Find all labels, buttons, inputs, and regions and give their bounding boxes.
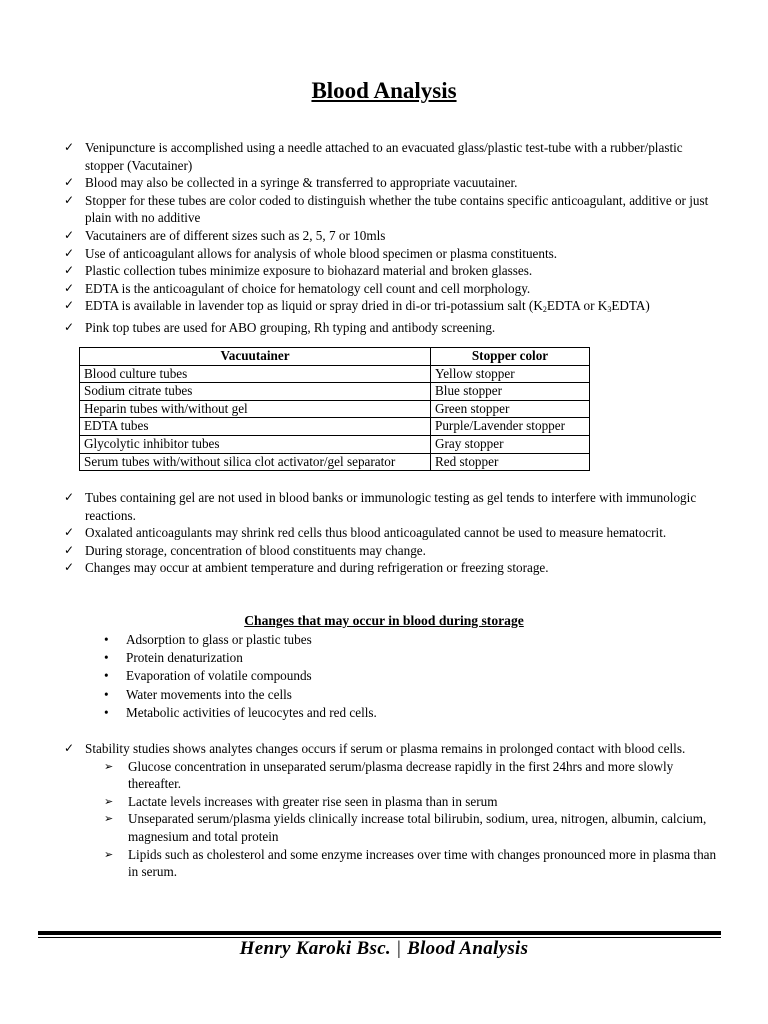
- list-item: [64, 740, 724, 881]
- list-item: [64, 542, 724, 560]
- stability-sublist: [104, 758, 724, 881]
- list-item-text: Water movements into the cells: [126, 686, 292, 702]
- table-cell: EDTA tubes: [80, 418, 431, 436]
- vacutainer-table: [79, 347, 590, 471]
- footer-separator: |: [396, 938, 402, 959]
- table-cell: Glycolytic inhibitor tubes: [80, 435, 431, 453]
- page-title: Blood Analysis: [311, 78, 457, 103]
- list-item-text: Stopper for these tubes are color coded to distinguish whether the tube contains specific anticoagulant, additive or just plain with no additive: [85, 192, 709, 226]
- arrow-icon: ➢: [104, 812, 114, 826]
- check-icon: ✓: [64, 140, 75, 154]
- list-item-text: Oxalated anticoagulants may shrink red cells thus blood anticoagulated cannot be used to measure hematocrit.: [85, 525, 667, 541]
- list-item-text: Pink top tubes are used for ABO grouping, Rh typing and antibody screening.: [85, 319, 496, 335]
- list-item: [64, 280, 724, 298]
- footer-rule-thick: [38, 931, 721, 935]
- check-icon: ✓: [64, 542, 75, 557]
- sublist-item: [104, 846, 724, 881]
- list-item-text: Stability studies shows analytes changes occurs if serum or plasma remains in prolonged contact with blood cells.: [85, 741, 686, 756]
- list-item: [104, 704, 377, 722]
- list-item-text: Metabolic activities of leucocytes and red cells.: [126, 704, 377, 720]
- table-cell: Serum tubes with/without silica clot activator/gel separator: [80, 453, 431, 471]
- list-item-text: EDTA is the anticoagulant of choice for hematology cell count and cell morphology.: [85, 280, 531, 296]
- stability-list: [64, 740, 724, 881]
- list-item: [64, 192, 724, 227]
- list-item-text: Plastic collection tubes minimize exposure to biohazard material and broken glasses.: [85, 263, 533, 279]
- list-item-text: Adsorption to glass or plastic tubes: [126, 632, 312, 647]
- after-table-list: [64, 489, 724, 577]
- bullet-icon: •: [104, 668, 109, 684]
- subscript-3: 3: [607, 305, 612, 315]
- arrow-icon: ➢: [104, 847, 114, 861]
- list-item: [64, 319, 724, 337]
- list-item: [64, 559, 724, 577]
- intro-list: [64, 139, 724, 337]
- sublist-item: [104, 793, 724, 811]
- check-icon: ✓: [64, 263, 75, 278]
- check-icon: ✓: [64, 245, 75, 260]
- check-icon: ✓: [64, 319, 75, 334]
- table-cell: Purple/Lavender stopper: [431, 418, 590, 436]
- table-cell: Yellow stopper: [431, 365, 590, 383]
- list-item: [104, 649, 377, 667]
- check-icon: ✓: [64, 741, 75, 755]
- list-item-text: Evaporation of volatile compounds: [126, 668, 312, 684]
- edta-suffix: EDTA): [611, 298, 650, 314]
- list-item: [104, 667, 377, 685]
- check-icon: ✓: [64, 280, 75, 295]
- storage-heading: Changes that may occur in blood during storage: [244, 613, 524, 628]
- list-item: [64, 174, 724, 192]
- table-header-row: [80, 348, 590, 366]
- list-item: [64, 245, 724, 263]
- page-footer: [0, 938, 768, 960]
- check-icon: ✓: [64, 192, 75, 207]
- sublist-item-text: Glucose concentration in unseparated serum/plasma decrease rapidly in the first 24hrs and more slowly thereafter.: [128, 758, 674, 792]
- list-item-text: Tubes containing gel are not used in blood banks or immunologic testing as gel tends to interfere with immunologic reactions.: [85, 490, 697, 523]
- list-item-text: Venipuncture is accomplished using a needle attached to an evacuated glass/plastic test-tube with a rubber/plastic stopper (Vacutainer): [85, 140, 683, 173]
- table-row: [80, 418, 590, 436]
- check-icon: ✓: [64, 298, 75, 313]
- list-item-text: Changes may occur at ambient temperature and during refrigeration or freezing storage.: [85, 560, 549, 576]
- edta-prefix: EDTA is available in lavender top as liquid or spray dried in di-or tri-potassium salt (K: [85, 298, 543, 314]
- footer-doc-title: Blood Analysis: [407, 938, 529, 959]
- list-item: [64, 139, 724, 174]
- list-item-text: Blood may also be collected in a syringe & transferred to appropriate vacuutainer.: [85, 175, 518, 191]
- edta-middle: EDTA or K: [546, 298, 608, 314]
- list-item-text: Protein denaturization: [126, 650, 243, 666]
- list-item-text: Use of anticoagulant allows for analysis of whole blood specimen or plasma constituents.: [85, 245, 558, 261]
- column-header-vacutainer: Vacuutainer: [80, 348, 431, 366]
- table-row: [80, 435, 590, 453]
- subscript-2: 2: [542, 305, 547, 315]
- table-cell: Gray stopper: [431, 435, 590, 453]
- check-icon: ✓: [64, 525, 75, 540]
- sublist-item-text: Unseparated serum/plasma yields clinically increase total bilirubin, sodium, urea, nitrogen, albumin, calcium, magnesium and total protein: [128, 811, 707, 844]
- table-cell: Red stopper: [431, 453, 590, 471]
- check-icon: ✓: [64, 227, 75, 242]
- list-item: [64, 297, 724, 319]
- list-item: [64, 489, 724, 524]
- table-row: [80, 383, 590, 401]
- table-row: [80, 453, 590, 471]
- check-icon: ✓: [64, 490, 75, 504]
- column-header-stopper-color: Stopper color: [431, 348, 590, 366]
- sublist-item-text: Lipids such as cholesterol and some enzyme increases over time with changes pronounced more in plasma than in serum.: [128, 846, 717, 880]
- list-item-text: Vacutainers are of different sizes such as 2, 5, 7 or 10mls: [85, 227, 386, 243]
- bullet-icon: •: [104, 632, 109, 647]
- table-cell: Sodium citrate tubes: [80, 383, 431, 401]
- list-item: [104, 686, 377, 704]
- table-cell: Blood culture tubes: [80, 365, 431, 383]
- list-item-text: During storage, concentration of blood constituents may change.: [85, 542, 426, 558]
- check-icon: ✓: [64, 560, 75, 575]
- list-item: [104, 631, 377, 649]
- table-cell: Blue stopper: [431, 383, 590, 401]
- sublist-item: [104, 810, 724, 845]
- footer-author: Henry Karoki Bsc.: [239, 938, 391, 959]
- arrow-icon: ➢: [104, 794, 114, 808]
- table-row: [80, 400, 590, 418]
- storage-list: [104, 631, 377, 722]
- bullet-icon: •: [104, 650, 109, 666]
- arrow-icon: ➢: [104, 759, 114, 773]
- check-icon: ✓: [64, 175, 75, 190]
- list-item: [64, 227, 724, 245]
- table-cell: Heparin tubes with/without gel: [80, 400, 431, 418]
- table-row: [80, 365, 590, 383]
- list-item: [64, 524, 724, 542]
- sublist-item-text: Lactate levels increases with greater rise seen in plasma than in serum: [128, 793, 498, 809]
- bullet-icon: •: [104, 686, 109, 702]
- list-item: [64, 262, 724, 280]
- table-cell: Green stopper: [431, 400, 590, 418]
- sublist-item: [104, 758, 724, 793]
- bullet-icon: •: [104, 704, 109, 720]
